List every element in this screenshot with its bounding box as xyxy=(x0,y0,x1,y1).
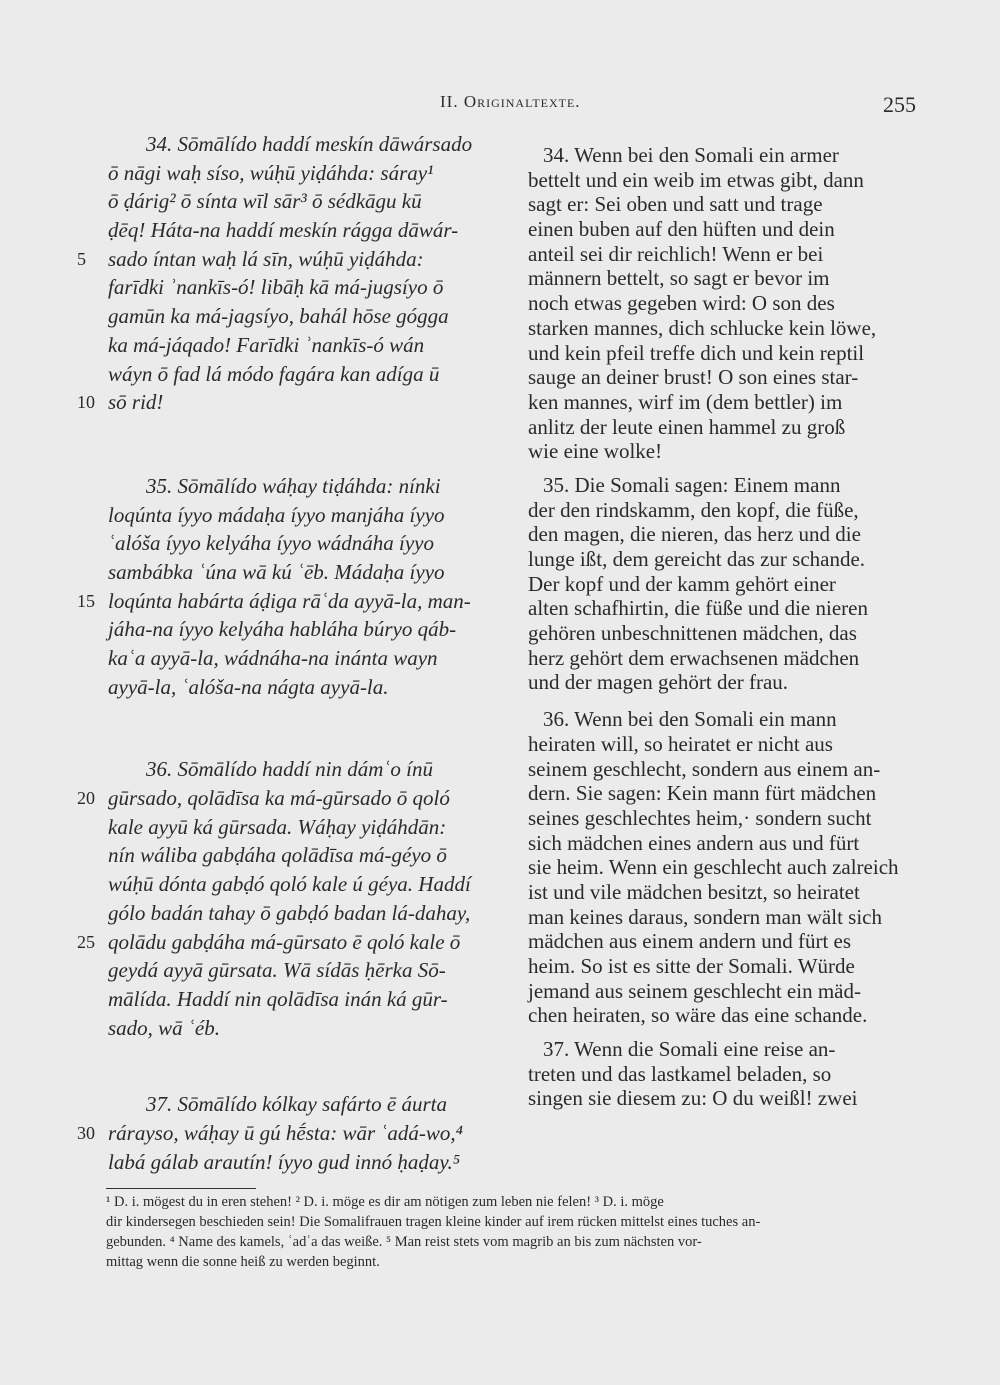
somali-line-text: ō nāgi waḥ síso, wúḥū yiḍáhda: sáray¹ xyxy=(108,160,434,185)
german-line: bettelt und ein weib im etwas gibt, dann xyxy=(528,167,864,192)
somali-line xyxy=(108,302,513,331)
somali-line xyxy=(77,388,513,417)
somali-line-text: ʿalóša íyyo kelyáha íyyo wádnáha íyyo xyxy=(108,531,434,556)
somali-line-text: wúḥū dónta gabḍó qoló kale ú géya. Haddí xyxy=(108,872,471,897)
german-line: sich mädchen eines andern aus und fürt xyxy=(528,830,860,855)
german-line: singen sie diesem zu: O du weißl! zwei xyxy=(528,1086,858,1111)
german-line: ist und vile mädchen besitzt, so heiratet xyxy=(528,879,860,904)
somali-line xyxy=(77,1119,513,1148)
german-line: Der kopf und der kamm gehört einer xyxy=(528,571,836,596)
somali-line xyxy=(108,841,513,870)
somali-line-text: loqúnta habárta áḍiga rāʿda ayyā-la, man- xyxy=(108,588,471,613)
somali-text-column xyxy=(77,130,513,1176)
somali-line xyxy=(108,615,513,644)
german-line: den magen, die nieren, das herz und die xyxy=(528,522,861,547)
german-line: heim. So ist es sitte der Somali. Würde xyxy=(528,954,855,978)
somali-line xyxy=(77,245,513,274)
somali-line-text: gólo badán tahay ō gabḍó badan lá-dahay, xyxy=(108,900,471,925)
somali-line xyxy=(108,331,513,360)
footnote-line: ¹ D. i. mögest du in eren stehen! ² D. i. möge es dir am nötigen zum leben nie felen! ³ D. i. möge xyxy=(106,1194,664,1210)
line-number: 5 xyxy=(77,248,86,269)
somali-line-text: nín wáliba gabḍáha qolādīsa má-géyo ō xyxy=(108,843,447,868)
somali-line xyxy=(108,870,513,899)
somali-line-text: qolādu gabḍáha má-gūrsato ē qoló kale ō xyxy=(108,929,461,954)
paragraph-gap xyxy=(108,417,513,472)
somali-line-text: geydá ayyā gūrsata. Wā sídās ḥērka Sō- xyxy=(108,958,446,983)
somali-line-text: 37. Sōmālído kólkay safárto ē áurta xyxy=(146,1092,447,1117)
german-line: mädchen aus einem andern und fürt es xyxy=(528,929,852,954)
somali-line xyxy=(108,813,513,842)
somali-line-text: kaʿa ayyā-la, wádnáha-na inánta wayn xyxy=(108,646,438,670)
german-line: jemand aus seinem geschlecht ein mäd- xyxy=(528,978,861,1003)
german-line: herz gehört dem erwachsenen mädchen xyxy=(528,645,860,670)
german-line: wie eine wolke! xyxy=(528,439,663,464)
running-title: II. Originaltexte. xyxy=(440,92,581,111)
somali-line-text: farīdki ʾnankīs-ó! libāḥ kā má-jugsíyo ō xyxy=(108,275,444,300)
somali-line-text: ḍēq! Háta-na haddí meskín rágga dāwár- xyxy=(108,218,459,243)
german-line: dern. Sie sagen: Kein mann fürt mädchen xyxy=(528,781,877,806)
german-line: treten und das lastkamel beladen, so xyxy=(528,1061,832,1086)
line-number: 20 xyxy=(77,788,95,809)
somali-line-text: 35. Sōmālído wáḥay tiḍáhda: nínki xyxy=(146,473,441,498)
german-translation-column xyxy=(528,143,920,1111)
somali-line xyxy=(108,130,513,159)
german-line: man keines daraus, sondern man wält sich xyxy=(528,904,882,929)
footnote-line: gebunden. ⁴ Name des kamels, ʿadʿa das weiße. ⁵ Man reist stets vom magrib an bis zum nächsten vor- xyxy=(106,1234,702,1250)
german-line: und kein pfeil treffe dich und kein reptil xyxy=(528,340,865,365)
somali-line xyxy=(108,273,513,302)
german-line: und der magen gehört der frau. xyxy=(528,670,789,695)
german-line: einen buben auf den hüften und dein xyxy=(528,217,835,242)
somali-line-text: sambábka ʿúna wā kú ʿēb. Mádaḥa íyyo xyxy=(108,559,445,584)
german-line: 35. Die Somali sagen: Einem mann xyxy=(543,472,841,497)
paragraph-gap xyxy=(108,1042,513,1090)
somali-line-text: wáyn ō fad lá módo fagára kan adíga ū xyxy=(108,361,440,386)
german-line: sie heim. Wenn ein geschlecht auch zalreich xyxy=(528,855,899,880)
somali-line xyxy=(108,899,513,928)
somali-line xyxy=(108,1148,513,1177)
somali-line-text: sado, wā ʿéb. xyxy=(108,1015,220,1040)
german-line: sagt er: Sei oben und satt und trage xyxy=(528,192,823,217)
german-line: seinem geschlecht, sondern aus einem an- xyxy=(528,756,881,781)
line-number: 25 xyxy=(77,931,95,952)
somali-line xyxy=(108,1090,513,1119)
german-line: 36. Wenn bei den Somali ein mann xyxy=(543,707,837,732)
somali-line xyxy=(108,501,513,530)
somali-line-text: kale ayyū ká gūrsada. Wáḥay yiḍáhdān: xyxy=(108,814,447,839)
line-number: 30 xyxy=(77,1122,95,1143)
somali-line-text: labá gálab arautín! íyyo gud innó ḥaḍay.⁵ xyxy=(108,1149,461,1174)
somali-line-text: 36. Sōmālído haddí nin dámʿo ínū xyxy=(146,757,433,782)
german-line: gehören unbeschnittenen mädchen, das xyxy=(528,621,857,646)
somali-line xyxy=(108,956,513,985)
german-line: starken mannes, dich schlucke kein löwe, xyxy=(528,315,877,340)
german-line: chen heiraten, so wäre das eine schande. xyxy=(528,1003,868,1028)
somali-line xyxy=(108,472,513,501)
somali-line-text: ayyā-la, ʿalóša-na nágta ayyā-la. xyxy=(108,674,389,699)
german-line: der den rindskamm, den kopf, die füße, xyxy=(528,497,859,522)
somali-line-text: rárayso, wáḥay ū gú hḗsta: wār ʿadá-wo,⁴ xyxy=(108,1120,463,1145)
somali-line-text: gamūn ka má-jagsíyo, bahál hōse gógga xyxy=(108,304,449,329)
somali-line xyxy=(108,755,513,784)
somali-line-text: ka má-jáqado! Farīdki ʾnankīs-ó wán xyxy=(108,332,425,357)
somali-line-text: jáha-na íyyo kelyáha habláha búryo qáb- xyxy=(108,617,457,642)
somali-line xyxy=(108,529,513,558)
somali-line xyxy=(108,558,513,587)
german-line: noch etwas gegeben wird: O son des xyxy=(528,291,835,316)
somali-line-text: gūrsado, qolādīsa ka má-gūrsado ō qoló xyxy=(108,786,450,811)
german-line: seines geschlechtes heim,· sondern sucht xyxy=(528,805,872,830)
line-number: 15 xyxy=(77,590,95,611)
german-line: anlitz der leute einen hammel zu groß xyxy=(528,414,846,439)
somali-line-text: mālída. Haddí nin qolādīsa inán ká gūr- xyxy=(108,986,448,1011)
somali-line xyxy=(77,928,513,957)
somali-line-text: 34. Sōmālído haddí meskín dāwársado xyxy=(146,132,473,156)
somali-line xyxy=(108,673,513,702)
somali-line-text: loqúnta íyyo mádaḥa íyyo manjáha íyyo xyxy=(108,502,445,527)
german-line: 37. Wenn die Somali eine reise an- xyxy=(543,1037,836,1062)
running-head xyxy=(0,92,1000,122)
footnote-line: mittag wenn die sonne heiß zu werden beginnt. xyxy=(106,1254,380,1270)
somali-line xyxy=(108,985,513,1014)
somali-line-text: sō rid! xyxy=(108,390,164,415)
page-number: 255 xyxy=(883,92,916,117)
somali-line xyxy=(77,784,513,813)
line-number: 10 xyxy=(77,392,95,413)
somali-line xyxy=(108,644,513,673)
somali-line-text: ō ḍárig² ō sínta wīl sār³ ō sédkāgu kū xyxy=(108,189,422,214)
german-line: sauge an deiner brust! O son eines star- xyxy=(528,365,859,390)
somali-line xyxy=(108,1014,513,1043)
german-line: anteil sei dir reichlich! Wenn er bei xyxy=(528,241,824,266)
german-line: ken mannes, wirf im (dem bettler) im xyxy=(528,389,843,414)
german-line: 34. Wenn bei den Somali ein armer xyxy=(543,143,839,167)
somali-line xyxy=(108,159,513,188)
german-line: lunge ißt, dem gereicht das zur schande. xyxy=(528,547,866,571)
footnotes xyxy=(106,1192,921,1272)
somali-line xyxy=(108,187,513,216)
german-line: männern bettelt, so sagt er bevor im xyxy=(528,266,830,291)
german-line: alten schafhirtin, die füße und die nieren xyxy=(528,596,868,621)
somali-line xyxy=(108,216,513,245)
footnote-separator xyxy=(106,1188,256,1189)
somali-line xyxy=(108,360,513,389)
somali-line xyxy=(77,587,513,616)
german-line: heiraten will, so heiratet er nicht aus xyxy=(528,731,833,756)
footnote-line: dir kindersegen beschieden sein! Die Somalifrauen tragen kleine kinder auf irem rücken mittelst eines tuches an- xyxy=(106,1214,761,1230)
somali-line-text: sado íntan waḥ lá sīn, wúḥū yiḍáhda: xyxy=(108,246,424,271)
paragraph-gap xyxy=(108,701,513,755)
